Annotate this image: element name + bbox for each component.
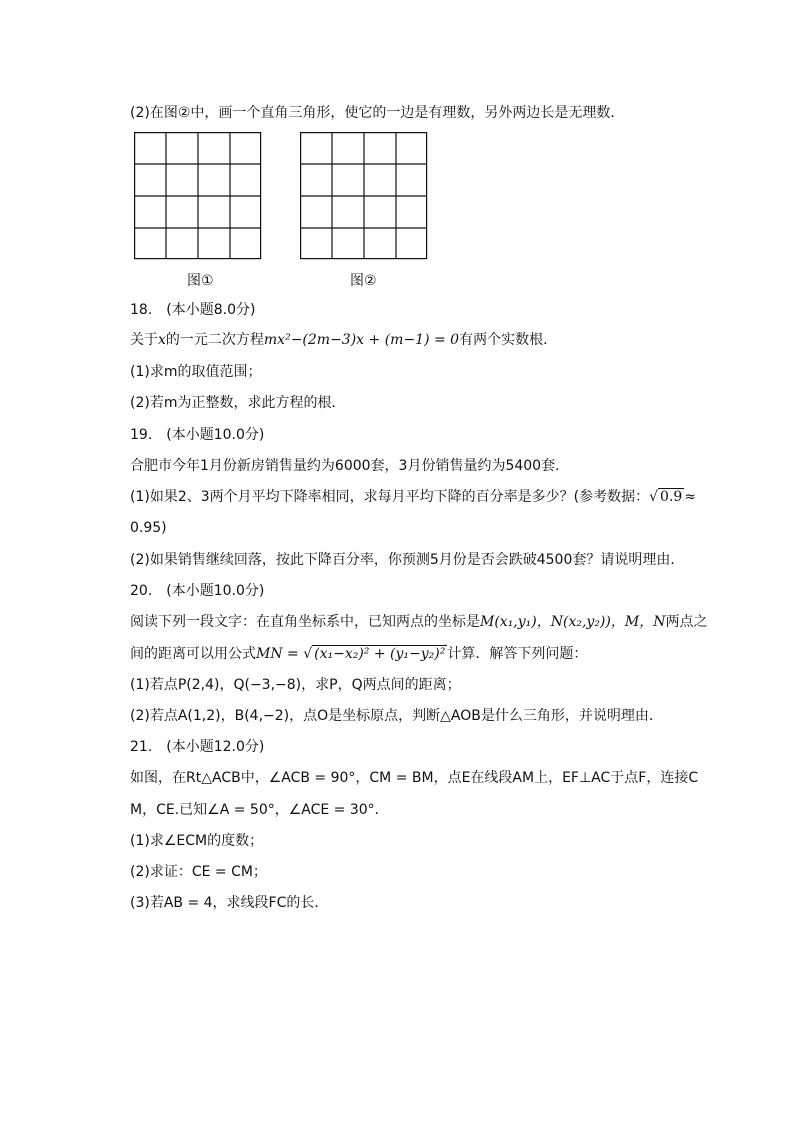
- q19-stem: 合肥市今年1月份新房销售量约为6000套，3月份销售量约为5400套．: [130, 458, 570, 474]
- figure-1-caption: 图①: [187, 273, 214, 289]
- grid-figure-2: [300, 132, 428, 260]
- q20-header: 20. (本小题10.0分): [130, 583, 265, 599]
- q19-header: 19. (本小题10.0分): [130, 427, 265, 443]
- q19-approx: ≈: [684, 489, 697, 505]
- q20-line1-post: 两点之: [665, 614, 708, 630]
- q21-line2: M，CE.已知∠A = 50°，∠ACE = 30°．: [130, 802, 389, 818]
- q20-line2-post: 计算．解答下列问题：: [447, 646, 588, 662]
- sqrt-symbol-2: √: [303, 646, 313, 662]
- q21-part1: (1)求∠ECM的度数；: [130, 833, 264, 849]
- q20-formula-lhs: MN =: [256, 646, 304, 662]
- sqrt-symbol: √: [649, 489, 659, 505]
- q19-part1-text: (1)如果2、3两个月平均下降率相同，求每月平均下降的百分率是多少？(参考数据：: [130, 489, 650, 505]
- q18-equation: mx²−(2m−3)x + (m−1) = 0: [263, 332, 460, 348]
- q20-formula-root: (x₁−x₂)² + (y₁−y₂)²: [314, 646, 446, 662]
- q20-part2: (2)若点A(1,2)，B(4,−2)，点O是坐标原点，判断△AOB是什么三角形，并说明理由．: [130, 708, 663, 724]
- q19-root-value: 0.9: [660, 489, 683, 505]
- q18-stem-mid: 的一元二次方程: [165, 332, 264, 348]
- q20-line2: [130, 644, 587, 664]
- q20-part1: (1)若点P(2,4)，Q(−3,−8)，求P，Q两点间的距离；: [130, 677, 461, 693]
- figure-2-caption: 图②: [350, 273, 377, 289]
- q20-line1: [130, 612, 707, 632]
- q18-stem-x: x: [158, 332, 166, 348]
- q19-part1-line2: 0.95): [130, 520, 167, 536]
- q21-part2: (2)求证：CE = CM；: [130, 864, 267, 880]
- q17-part2: (2)在图②中，画一个直角三角形，使它的一边是有理数，另外两边长是无理数．: [130, 105, 625, 121]
- q21-part3: (3)若AB = 4，求线段FC的长．: [130, 895, 329, 911]
- q18-part2: (2)若m为正整数，求此方程的根．: [130, 395, 346, 411]
- q18-header: 18. (本小题8.0分): [130, 302, 256, 318]
- q18-stem-post: 有两个实数根．: [459, 332, 558, 348]
- q20-line1-pre: 阅读下列一段文字：在直角坐标系中，已知两点的坐标是: [130, 614, 480, 630]
- q19-part2: (2)如果销售继续回落，按此下降百分率，你预测5月份是否会跌破4500套？请说明理由．: [130, 552, 685, 568]
- grid-figure-1: [134, 132, 262, 260]
- q18-stem: [130, 330, 557, 350]
- q18-stem-pre: 关于: [130, 332, 158, 348]
- q20-line2-pre: 间的距离可以用公式: [130, 646, 256, 662]
- q18-part1: (1)求m的取值范围；: [130, 364, 262, 380]
- q21-header: 21. (本小题12.0分): [130, 739, 265, 755]
- q21-line1: 如图，在Rt△ACB中，∠ACB = 90°，CM = BM，点E在线段AM上，EF⊥AC于点F，连接C: [130, 770, 699, 786]
- q19-part1-line1: [130, 487, 696, 507]
- q20-points: M(x₁,y₁)，N(x₂,y₂))，M，N: [480, 614, 666, 630]
